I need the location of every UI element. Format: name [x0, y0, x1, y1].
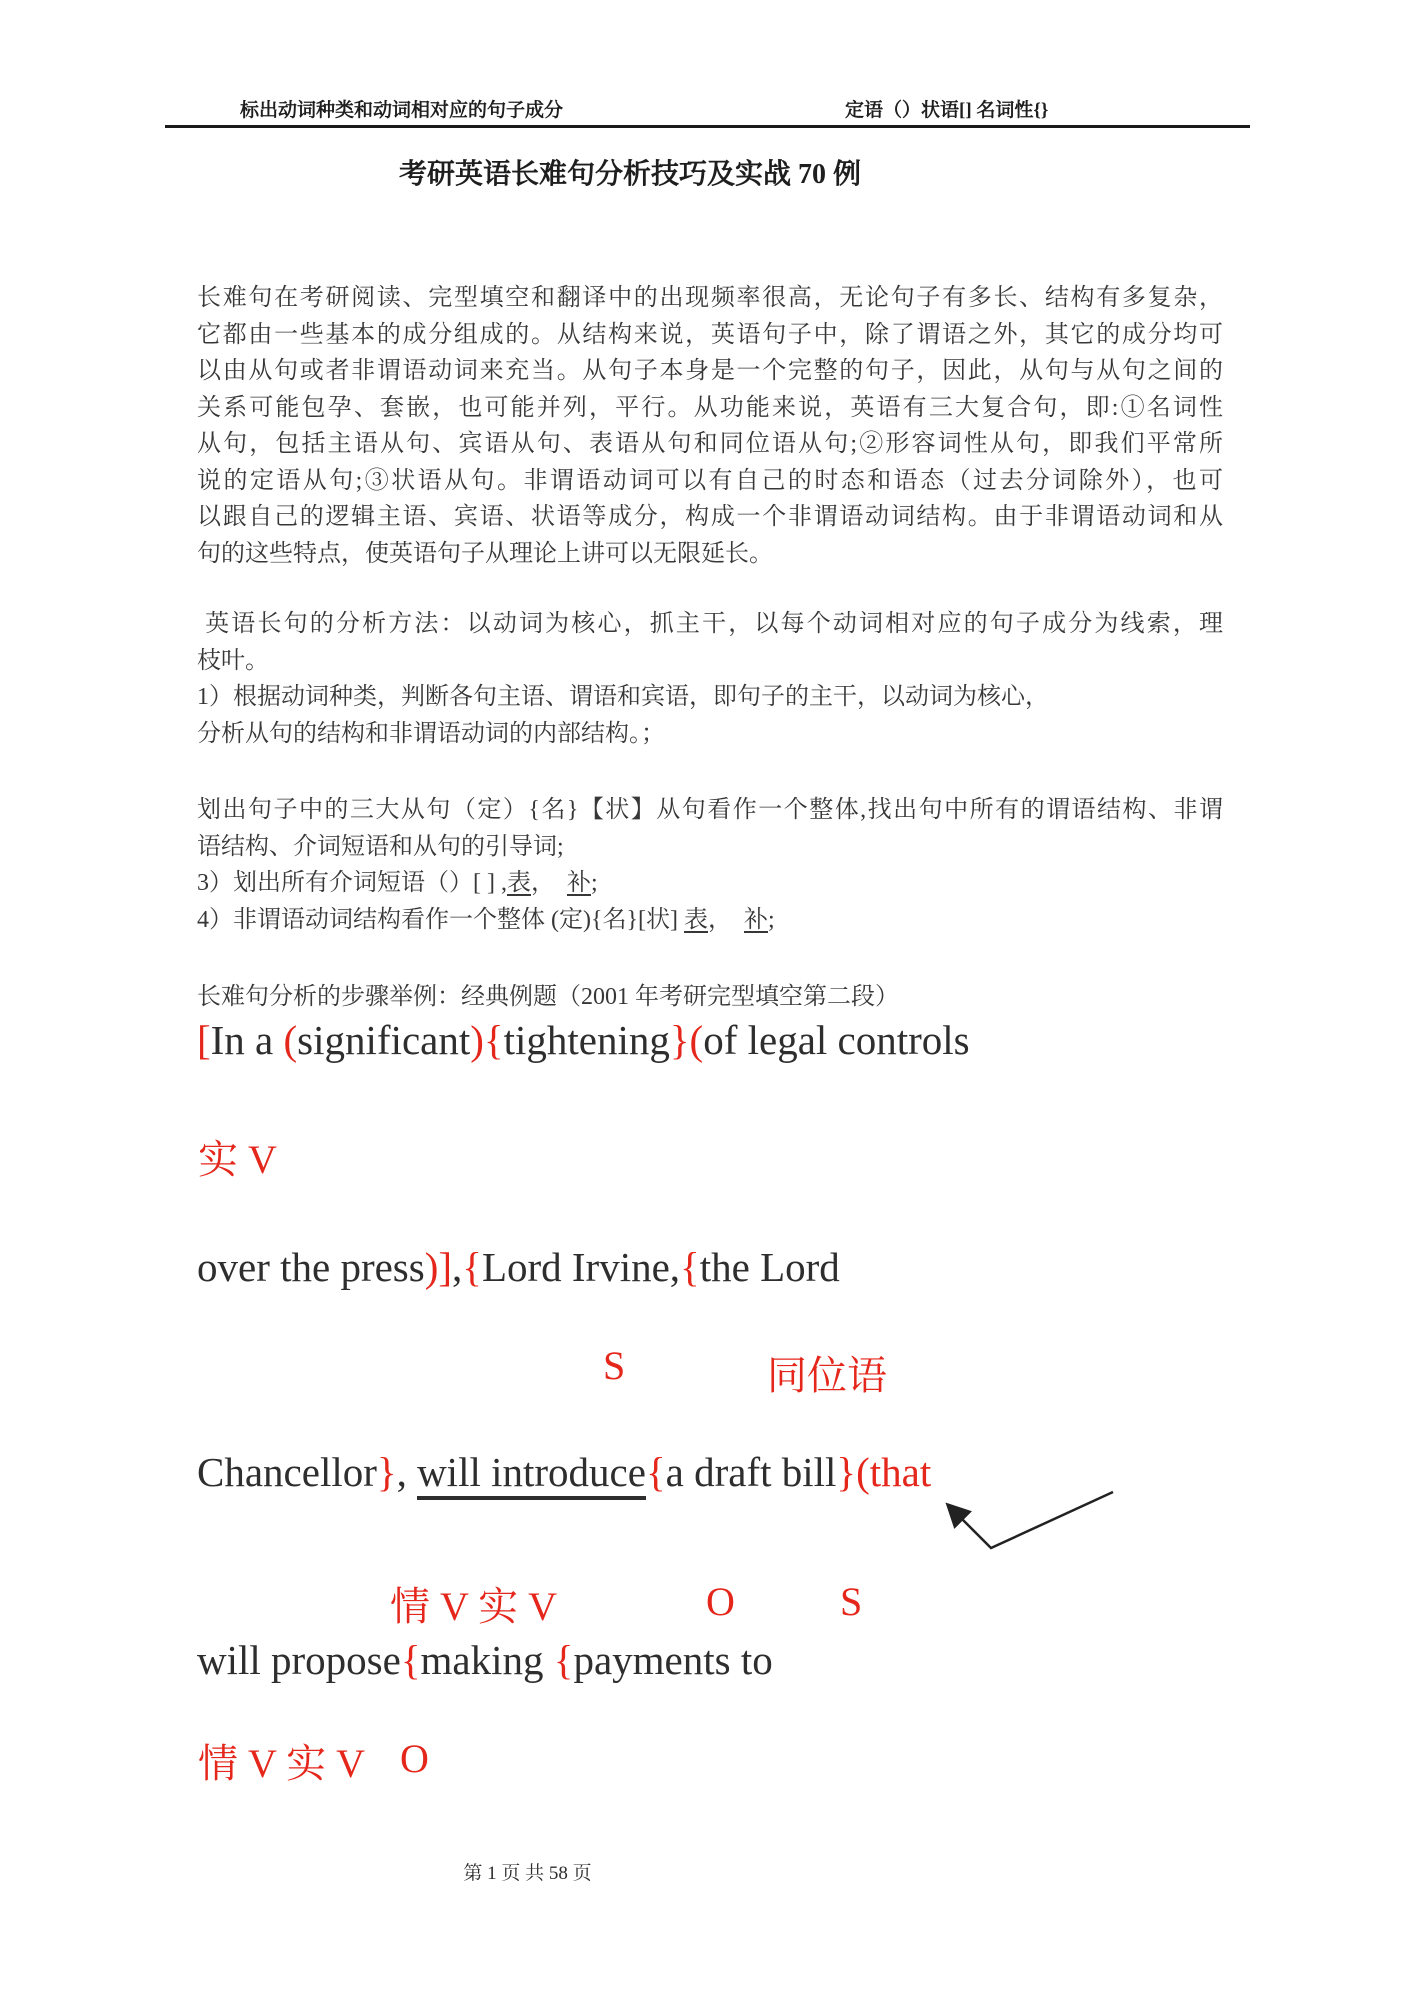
object-label: O	[706, 1579, 735, 1624]
brace-mark: {	[553, 1637, 574, 1683]
that-clause-arrow	[920, 1480, 1130, 1560]
page-title: 考研英语长难句分析技巧及实战 70 例	[398, 159, 861, 190]
brace-mark: {	[483, 1017, 504, 1063]
verb-type-label: 实 V	[198, 1137, 277, 1182]
steps-line: 3）划出所有介词短语（）[ ] ,表， 补;	[197, 870, 598, 896]
verb-type-label: 情 V 实 V	[198, 1741, 366, 1786]
brace-mark: {	[400, 1637, 421, 1683]
brace-mark: }	[376, 1449, 397, 1495]
steps-line: 划出句子中的三大从句（定）{名}【状】从句看作一个整体,找出句中所有的谓语结构、非谓	[197, 797, 1223, 823]
bracket-mark: [	[197, 1017, 211, 1063]
method-line: 分析从句的结构和非谓语动词的内部结构。；	[197, 720, 665, 747]
method-line: 1）根据动词种类，判断各句主语、谓语和宾语，即句子的主干，以动词为核心，	[197, 684, 1049, 710]
header-annotation-right: 定语（）状语[] 名词性{}	[845, 100, 1049, 121]
intro-paragraph	[197, 280, 1223, 572]
intro-line: 以跟自己的逻辑主语、宾语、状语等成分，构成一个非谓语动词结构。由于非谓语动词和从	[197, 504, 1223, 530]
object-label: O	[400, 1736, 429, 1781]
intro-line: 它都由一些基本的成分组成的。从结构来说，英语句子中，除了谓语之外，其它的成分均可	[197, 321, 1223, 348]
paren-mark: (that	[856, 1449, 932, 1495]
brace-mark: {	[462, 1244, 482, 1290]
paren-mark: )	[470, 1017, 484, 1063]
underlined-predicate: will introduce	[417, 1449, 646, 1500]
intro-line: 关系可能包孕、套嵌，也可能并列，平行。从功能来说，英语有三大复合句，即:①名词性	[197, 394, 1223, 421]
apposition-label: 同位语	[767, 1353, 887, 1398]
header-annotation-left: 标出动词种类和动词相对应的句子成分	[240, 100, 564, 121]
subject-label: S	[603, 1343, 626, 1388]
underlined-term: 补	[566, 870, 591, 896]
brace-mark: }	[669, 1017, 690, 1063]
example-intro: 长难句分析的步骤举例：经典例题（2001 年考研完型填空第二段）	[197, 984, 899, 1010]
steps-line: 4）非谓语动词结构看作一个整体 (定){名}[状] 表， 补;	[197, 906, 775, 933]
underlined-term: 补	[744, 906, 769, 933]
bracket-mark: )]	[424, 1244, 453, 1290]
subject-label: S	[840, 1579, 863, 1624]
page-number: 第 1 页 共 58 页	[463, 1863, 592, 1884]
sentence-line-4: will propose{making {payments to	[197, 1637, 773, 1683]
intro-line: 说的定语从句;③状语从句。非谓语动词可以有自己的时态和语态（过去分词除外），也可	[197, 467, 1223, 494]
verb-type-label: 情 V 实 V	[390, 1584, 558, 1629]
underlined-term: 表	[684, 906, 709, 933]
brace-mark: {	[680, 1244, 700, 1290]
sentence-line-3: Chancellor}, will introduce{a draft bill}(that	[197, 1448, 931, 1496]
method-paragraph	[197, 606, 1223, 752]
intro-line: 从句，包括主语从句、宾语从句、表语从句和同位语从句;②形容词性从句，即我们平常所	[197, 431, 1223, 457]
brace-mark: }	[836, 1449, 857, 1495]
steps-paragraph	[197, 792, 1223, 938]
header-divider	[165, 125, 1250, 128]
intro-line: 以由从句或者非谓语动词来充当。从句子本身是一个完整的句子，因此，从句与从句之间的	[197, 358, 1223, 384]
sentence-line-1: [In a (significant){tightening}(of legal controls	[197, 1017, 970, 1063]
method-line: 英语长句的分析方法：以动词为核心，抓主干，以每个动词相对应的句子成分为线索，理	[197, 611, 1223, 637]
method-line: 枝叶。	[197, 647, 269, 674]
intro-line: 句的这些特点，使英语句子从理论上讲可以无限延长。	[197, 540, 773, 567]
intro-line: 长难句在考研阅读、完型填空和翻译中的出现频率很高，无论句子有多长、结构有多复杂，	[197, 285, 1223, 311]
sentence-line-2: over the press)],{Lord Irvine,{the Lord	[197, 1244, 840, 1290]
paren-mark: (	[689, 1017, 704, 1063]
paren-mark: (	[283, 1017, 298, 1063]
underlined-term: 表	[506, 870, 531, 896]
brace-mark: {	[645, 1449, 666, 1495]
steps-line: 语结构、介词短语和从句的引导词;	[197, 833, 564, 860]
